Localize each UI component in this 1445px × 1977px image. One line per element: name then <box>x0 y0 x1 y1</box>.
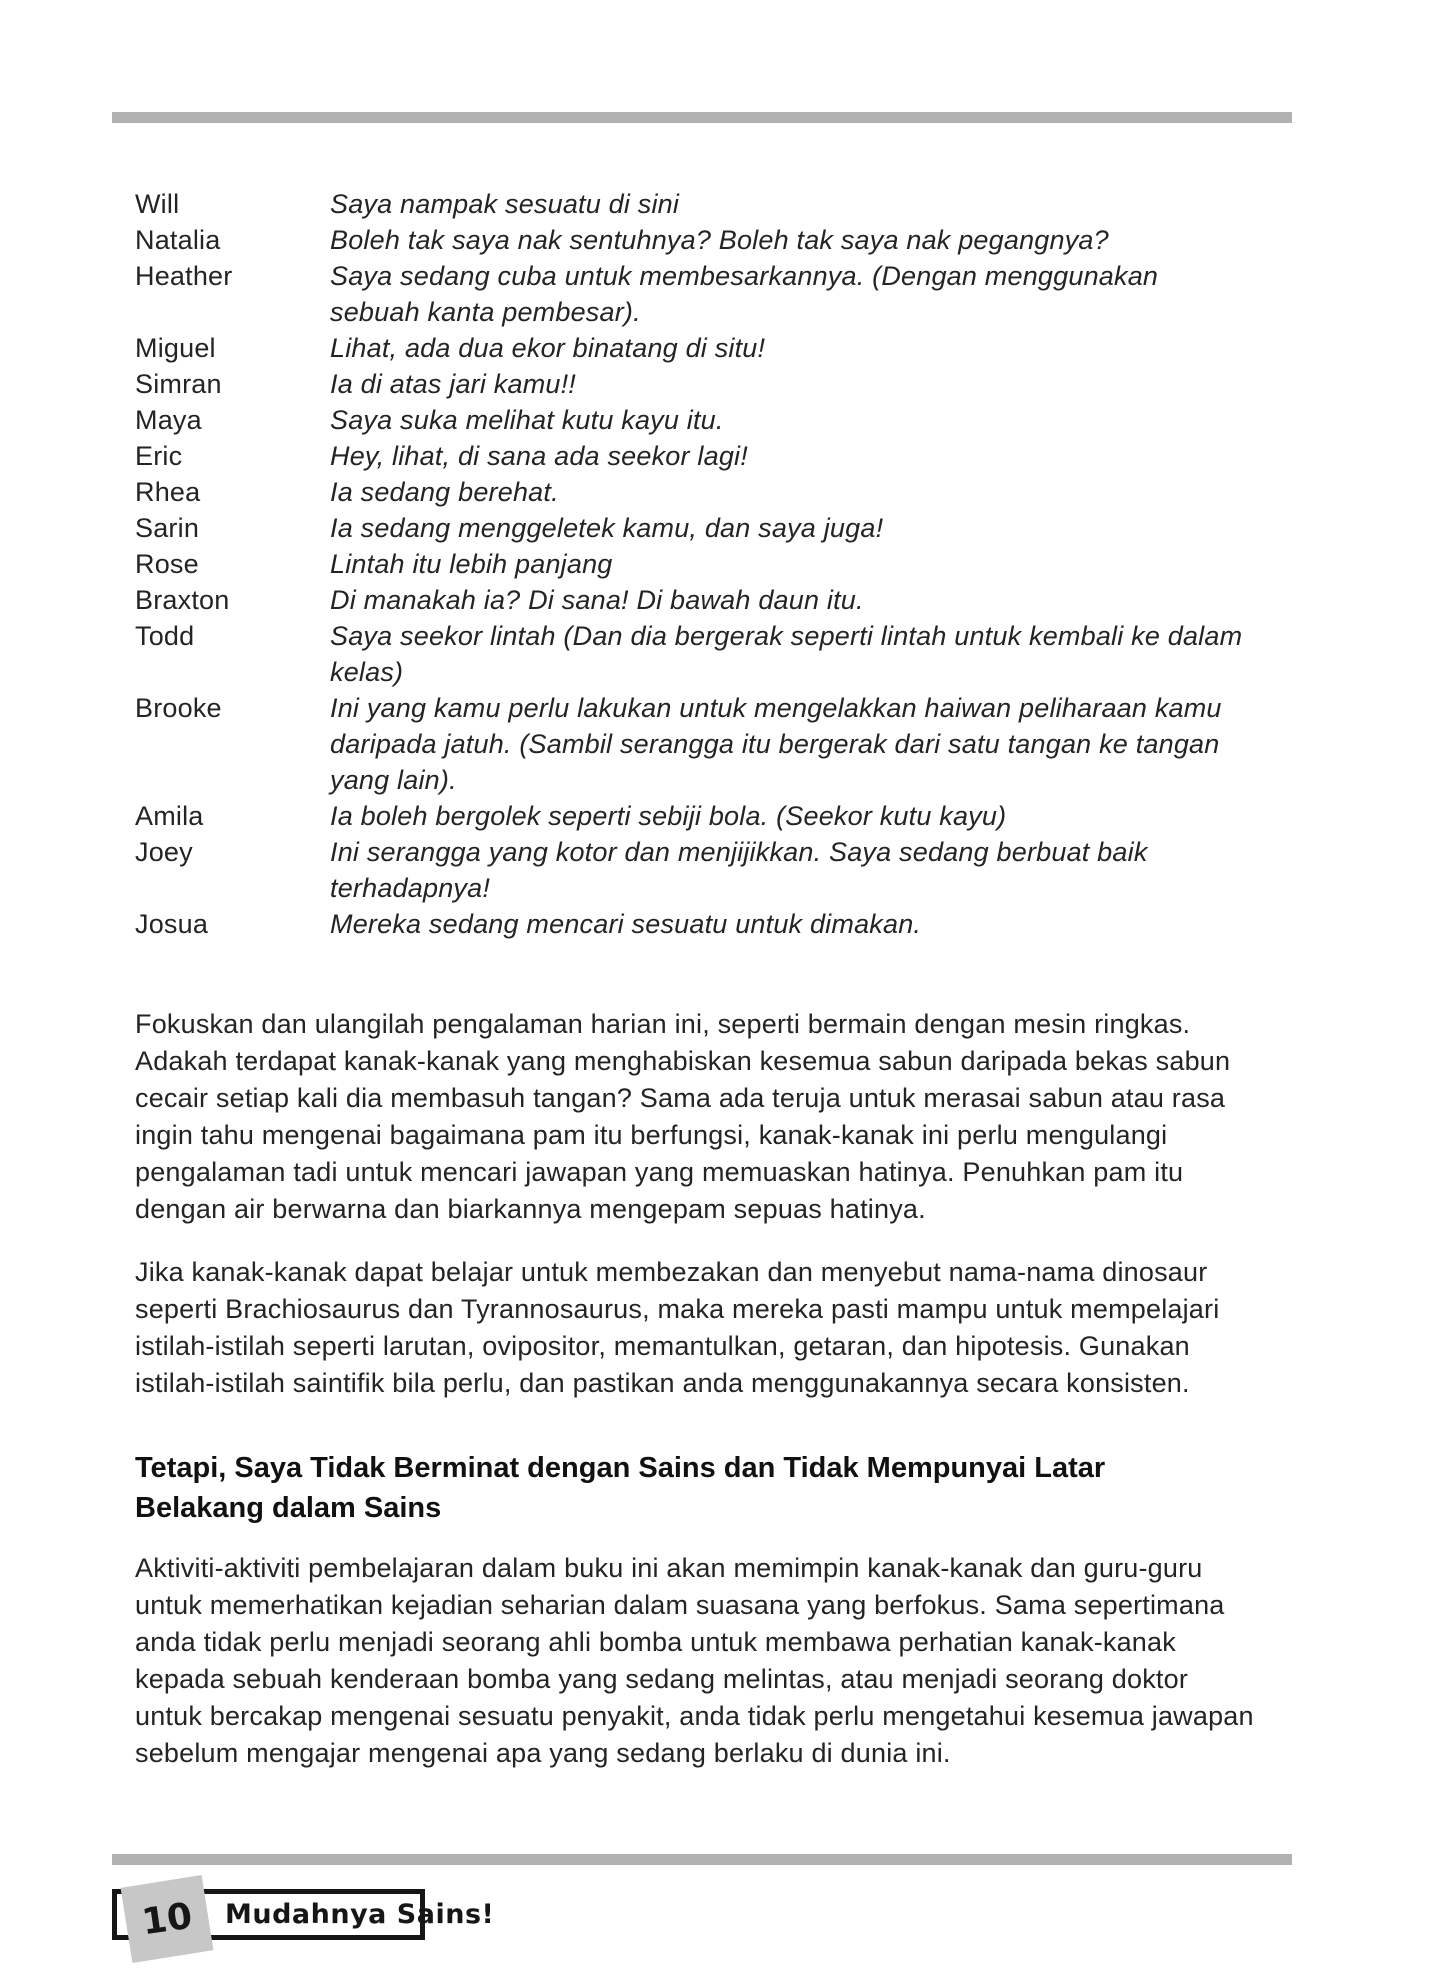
dialogue-row <box>135 510 1255 546</box>
speaker-line: Ia sedang menggeletek kamu, dan saya juga! <box>330 513 884 543</box>
speaker-line: Saya nampak sesuatu di sini <box>330 189 680 219</box>
speaker-line: Di manakah ia? Di sana! Di bawah daun itu. <box>330 585 864 615</box>
speaker-line: Ini yang kamu perlu lakukan untuk mengelakkan haiwan peliharaan kamu daripada jatuh. (Sambil serangga itu bergerak dari satu tangan ke tangan yang lain). <box>330 693 1222 795</box>
speaker-line: Saya seekor lintah (Dan dia bergerak seperti lintah untuk kembali ke dalam kelas) <box>330 621 1243 687</box>
paragraphs-before-heading <box>135 1006 1255 1402</box>
speaker-name: Maya <box>135 405 202 435</box>
speaker-name: Simran <box>135 369 222 399</box>
body-paragraph: Fokuskan dan ulangilah pengalaman harian ini, seperti bermain dengan mesin ringkas. Adakah terdapat kanak-kanak yang menghabiskan kesemua sabun daripada bekas sabun cecair setiap kali dia membasuh tangan? Sama ada teruja untuk merasai sabun atau rasa ingin tahu mengenai bagaimana pam itu berfungsi, kanak-kanak ini perlu mengulangi pengalaman tadi untuk mencari jawapan yang memuaskan hatinya. Penuhkan pam itu dengan air berwarna dan biarkannya mengepam sepuas hatinya. <box>135 1009 1231 1224</box>
speaker-line: Ini serangga yang kotor dan menjijikkan. Saya sedang berbuat baik terhadapnya! <box>330 837 1148 903</box>
speaker-name: Heather <box>135 261 233 291</box>
page-content <box>135 186 1255 1772</box>
dialogue-row <box>135 438 1255 474</box>
speaker-name: Will <box>135 189 180 219</box>
speaker-name: Joey <box>135 837 193 867</box>
speaker-name: Todd <box>135 621 195 651</box>
speaker-line: Ia sedang berehat. <box>330 477 559 507</box>
speaker-line: Ia di atas jari kamu!! <box>330 369 577 399</box>
body-paragraph: Aktiviti-aktiviti pembelajaran dalam buku ini akan memimpin kanak-kanak dan guru-guru untuk memerhatikan kejadian seharian dalam suasana yang berfokus. Sama sepertimana anda tidak perlu menjadi seorang ahli bomba untuk membawa perhatian kanak-kanak kepada sebuah kenderaan bomba yang sedang melintas, atau menjadi seorang doktor untuk bercakap mengenai sesuatu penyakit, anda tidak perlu mengetahui kesemua jawapan sebelum mengajar mengenai apa yang sedang berlaku di dunia ini. <box>135 1553 1254 1768</box>
speaker-line: Mereka sedang mencari sesuatu untuk dimakan. <box>330 909 922 939</box>
dialogue-row <box>135 474 1255 510</box>
body-paragraph: Jika kanak-kanak dapat belajar untuk membezakan dan menyebut nama-nama dinosaur seperti Brachiosaurus dan Tyrannosaurus, maka mereka pasti mampu untuk mempelajari istilah-istilah seperti larutan, ovipositor, memantulkan, getaran, dan hipotesis. Gunakan istilah-istilah saintifik bila perlu, dan pastikan anda menggunakannya secara konsisten. <box>135 1257 1220 1398</box>
speaker-line: Saya suka melihat kutu kayu itu. <box>330 405 724 435</box>
speaker-name: Miguel <box>135 333 216 363</box>
dialogue-row <box>135 258 1255 330</box>
speaker-name: Braxton <box>135 585 230 615</box>
dialogue-row <box>135 402 1255 438</box>
speaker-name: Rose <box>135 549 199 579</box>
dialogue-row <box>135 618 1255 690</box>
speaker-name: Natalia <box>135 225 221 255</box>
dialogue-row <box>135 330 1255 366</box>
dialogue-row <box>135 798 1255 834</box>
speaker-line: Saya sedang cuba untuk membesarkannya. (Dengan menggunakan sebuah kanta pembesar). <box>330 261 1159 327</box>
dialogue-row <box>135 546 1255 582</box>
book-title: Mudahnya Sains! <box>225 1899 495 1930</box>
speaker-name: Amila <box>135 801 204 831</box>
page-number-badge <box>121 1875 214 1963</box>
speaker-name: Brooke <box>135 693 222 723</box>
section-heading: Tetapi, Saya Tidak Berminat dengan Sains dan Tidak Mempunyai Latar Belakang dalam Sains <box>135 1452 1106 1524</box>
speaker-line: Hey, lihat, di sana ada seekor lagi! <box>330 441 748 471</box>
top-divider <box>112 112 1292 123</box>
speaker-name: Josua <box>135 909 209 939</box>
dialogue-list <box>135 186 1255 942</box>
speaker-name: Sarin <box>135 513 200 543</box>
dialogue-row <box>135 690 1255 798</box>
speaker-line: Lintah itu lebih panjang <box>330 549 613 579</box>
speaker-line: Ia boleh bergolek seperti sebiji bola. (Seekor kutu kayu) <box>330 801 1007 831</box>
footer-badge <box>112 1889 495 1943</box>
bottom-divider <box>112 1854 1292 1865</box>
dialogue-row <box>135 222 1255 258</box>
dialogue-row <box>135 834 1255 906</box>
dialogue-row <box>135 906 1255 942</box>
paragraphs-after-heading <box>135 1550 1255 1772</box>
speaker-line: Lihat, ada dua ekor binatang di situ! <box>330 333 766 363</box>
dialogue-row <box>135 582 1255 618</box>
dialogue-row <box>135 366 1255 402</box>
speaker-name: Rhea <box>135 477 201 507</box>
speaker-line: Boleh tak saya nak sentuhnya? Boleh tak saya nak pegangnya? <box>330 225 1109 255</box>
page-number: 10 <box>139 1895 195 1943</box>
dialogue-row <box>135 186 1255 222</box>
speaker-name: Eric <box>135 441 183 471</box>
